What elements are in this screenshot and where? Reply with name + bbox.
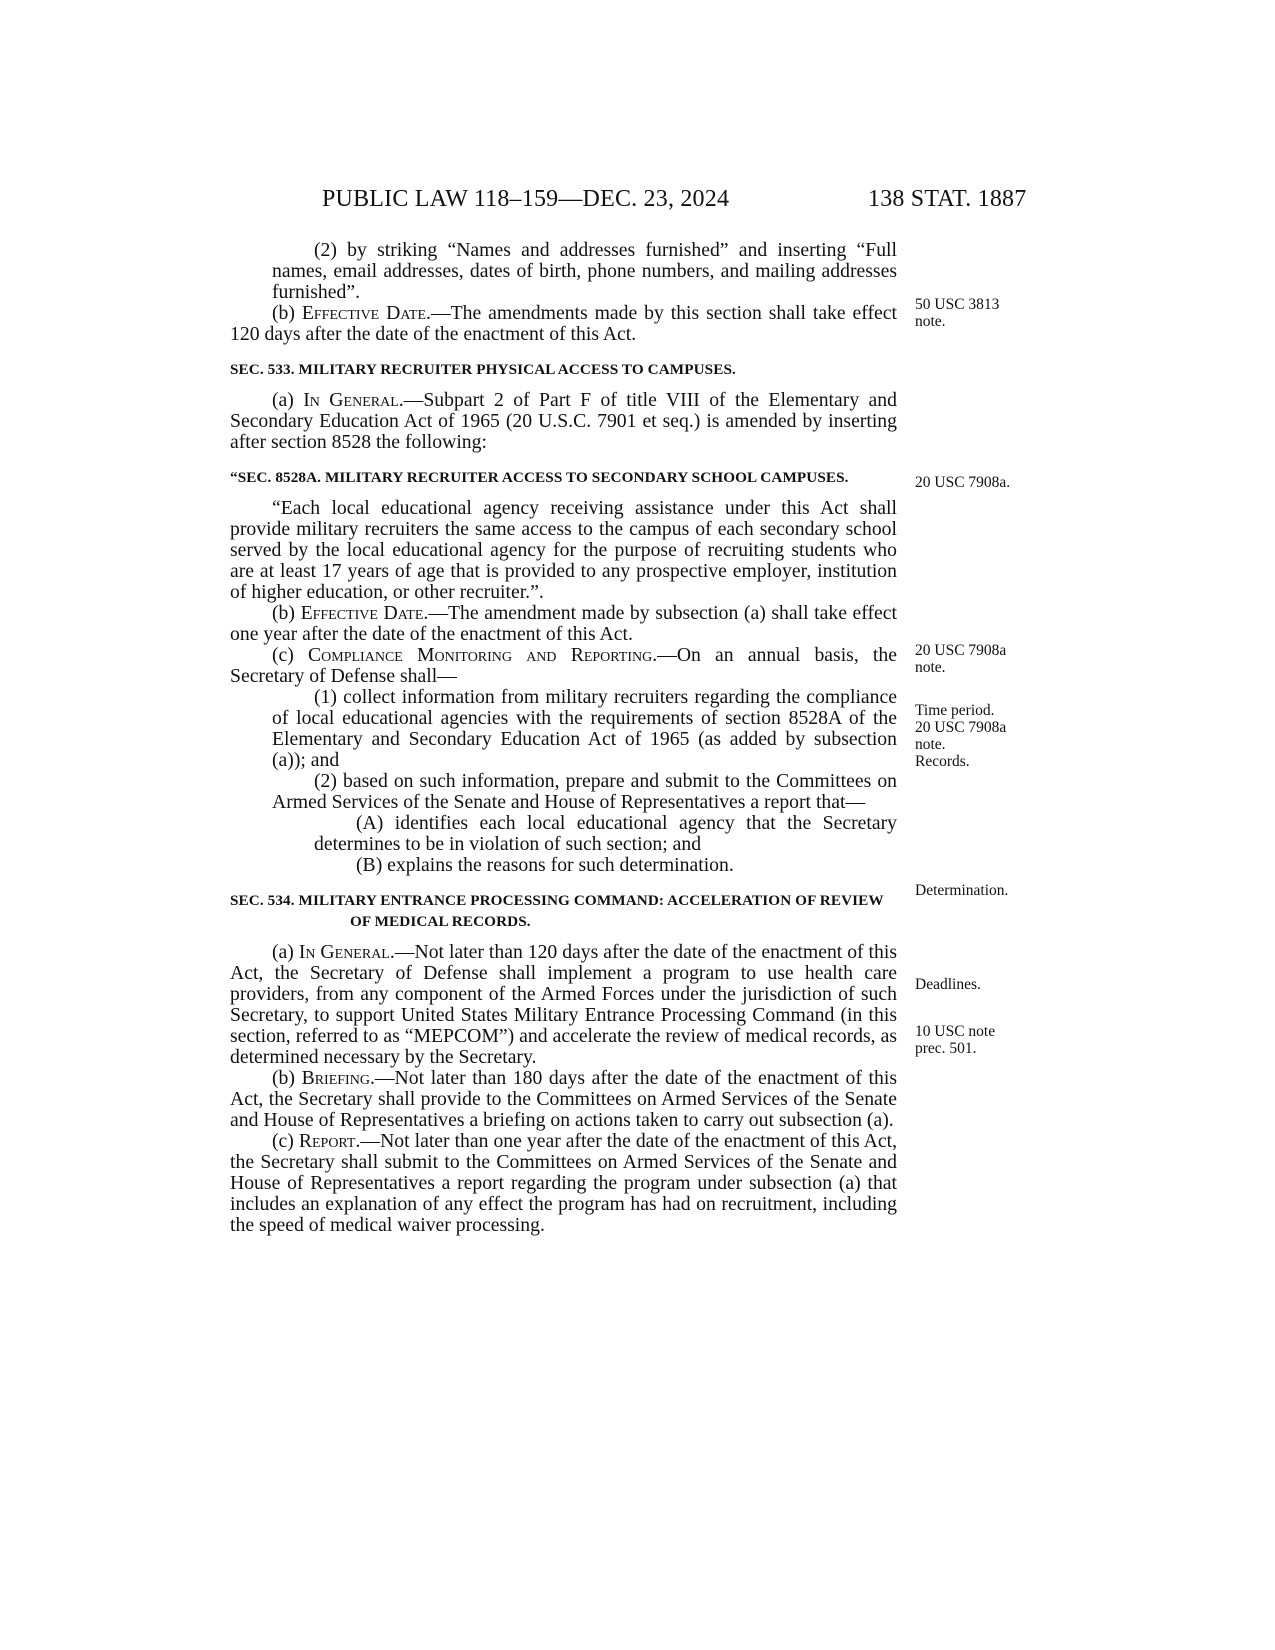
paragraph-heading: Briefing — [301, 1067, 370, 1089]
paragraph-lead: (b) — [272, 602, 301, 624]
paragraph-heading: Effective Date — [300, 602, 424, 624]
page-stat-number: 138 STAT. 1887 — [868, 186, 1027, 212]
margin-note-deadlines — [915, 976, 981, 993]
paragraph-lead: (b) — [272, 1067, 302, 1089]
quoted-section-text: “Each local educational agency receiving assistance under this Act shall provide military recruiters the same access to the campus of each secondary school served by the local educational agency for the purpose of recruiting students who are at least 17 years of age that is provided to any prospective employer, institution of higher education, or other recruiter.”. — [230, 497, 897, 603]
paragraph-text: .—The amendments made by this section shall take effect 120 days after the date of the enactment of this Act. — [230, 302, 897, 345]
paragraph-c-compliance — [230, 645, 897, 687]
paragraph-heading: Compliance Monitoring and Reporting — [308, 644, 653, 666]
paragraph-c-report — [230, 1131, 897, 1236]
margin-note-line: Determination. — [915, 882, 1009, 899]
running-header-title: PUBLIC LAW 118–159—DEC. 23, 2024 — [322, 186, 730, 212]
margin-note-line: 20 USC 7908a — [915, 719, 1007, 736]
margin-note-line: note. — [915, 659, 946, 676]
paragraph-text: .—On an annual basis, the Secretary of Defense shall— — [230, 644, 897, 687]
margin-note-50-usc-3813 — [915, 296, 999, 330]
paragraph-lead: (a) — [272, 941, 299, 963]
section-533-heading: SEC. 533. MILITARY RECRUITER PHYSICAL ACCESS TO CAMPUSES. — [230, 361, 736, 378]
paragraph-b-briefing — [230, 1068, 897, 1131]
paragraph-text: .—Not later than 180 days after the date of the enactment of this Act, the Secretary shall provide to the Committees on Armed Services of the Senate and House of Representatives a briefing on actions taken to carry out subsection (a). — [230, 1067, 897, 1131]
margin-note-line: 10 USC note — [915, 1023, 996, 1040]
section-534-heading: SEC. 534. MILITARY ENTRANCE PROCESSING COMMAND: ACCELERATION OF REVIEW OF MEDICAL RECORDS. — [230, 892, 884, 930]
margin-note-time-period — [915, 702, 1006, 770]
paragraph-heading: Effective Date — [301, 302, 427, 324]
margin-note-line: Records. — [915, 753, 970, 770]
margin-note-10-usc — [915, 1023, 995, 1057]
paragraph-b-effective-date — [230, 303, 897, 345]
margin-note-line: note. — [915, 313, 946, 330]
paragraph-A-identifies: (A) identifies each local educational agency that the Secretary determines to be in violation of such section; and — [314, 812, 897, 855]
margin-note-line: note. — [915, 736, 946, 753]
paragraph-lead: (c) — [272, 1130, 299, 1152]
paragraph-a-in-general — [230, 390, 897, 453]
paragraph-text: .—The amendment made by subsection (a) shall take effect one year after the date of the enactment of this Act. — [230, 602, 897, 645]
paragraph-heading: Report — [298, 1130, 356, 1152]
paragraph-2-report: (2) based on such information, prepare and submit to the Committees on Armed Services of the Senate and House of Representatives a report that— — [272, 770, 897, 813]
paragraph-B-explains: (B) explains the reasons for such determination. — [356, 854, 734, 876]
paragraph-heading: In General — [298, 941, 390, 963]
paragraph-lead: (b) — [272, 302, 302, 324]
document-body — [230, 240, 897, 1236]
margin-note-determination — [915, 882, 1008, 899]
margin-note-line: Deadlines. — [915, 976, 981, 993]
margin-note-line: 50 USC 3813 — [915, 296, 1000, 313]
paragraph-heading: In General — [303, 389, 399, 411]
paragraph-text: .—Not later than 120 days after the date of the enactment of this Act, the Secretary of Defense shall implement a program to use health care providers, from any component of the Armed Forces under the jurisdiction of such Secretary, to support United States Military Entrance Processing Command (in this section, referred to as “MEPCOM”) and accelerate the review of medical records, as determined necessary by the Secretary. — [230, 941, 898, 1068]
margin-note-20-usc-7908a — [915, 474, 1010, 491]
paragraph-text: .—Not later than one year after the date of the enactment of this Act, the Secretary shall submit to the Committees on Armed Services of the Senate and House of Representatives a report regarding the program under subsection (a) that includes an explanation of any effect the program has had on recruitment, including the speed of medical waiver processing. — [230, 1130, 897, 1236]
paragraph-lead: (a) — [272, 389, 304, 411]
paragraph-lead: (c) — [272, 644, 309, 666]
paragraph-1-collect: (1) collect information from military recruiters regarding the compliance of local educational agencies with the requirements of section 8528A of the Elementary and Secondary Education Act of 1965 (as added by subsection (a)); and — [272, 686, 897, 771]
paragraph-b-effective-date-2 — [230, 603, 897, 645]
paragraph-2-striking: (2) by striking “Names and addresses furnished” and inserting “Full names, email addresses, dates of birth, phone numbers, and mailing addresses furnished”. — [272, 239, 897, 303]
margin-note-line: Time period. — [915, 702, 995, 719]
paragraph-text: .—Subpart 2 of Part F of title VIII of the Elementary and Secondary Education Act of 1965 (20 U.S.C. 7901 et seq.) is amended by inserting after section 8528 the following: — [230, 389, 897, 453]
margin-note-line: 20 USC 7908a. — [915, 474, 1011, 491]
paragraph-a-in-general-534 — [230, 942, 897, 1068]
section-8528a-heading: “SEC. 8528A. MILITARY RECRUITER ACCESS TO SECONDARY SCHOOL CAMPUSES. — [230, 469, 849, 486]
margin-note-line: prec. 501. — [915, 1040, 977, 1057]
margin-note-20-usc-7908a-note — [915, 642, 1006, 676]
margin-note-line: 20 USC 7908a — [915, 642, 1007, 659]
